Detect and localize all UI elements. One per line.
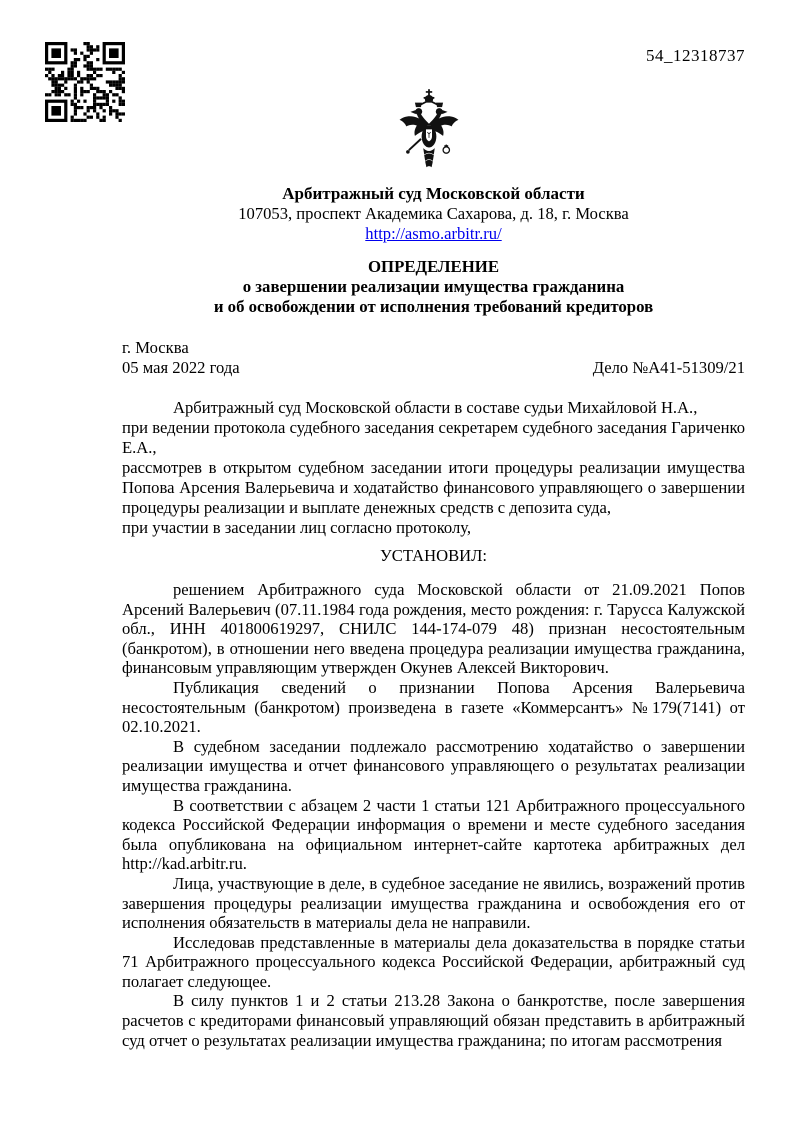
body-paragraph: В соответствии с абзацем 2 части 1 статьи 121 Арбитражного процессуального кодекса Российской Федерации информация о времени и месте судебного заседания была опубликована на официальном интернет-сайте картотека арбитражных дел http://kad.arbitr.ru. (122, 795, 745, 874)
place-city: г. Москва (122, 338, 189, 357)
court-website-link[interactable]: http://asmo.arbitr.ru/ (365, 224, 502, 243)
body-paragraph: решением Арбитражного суда Московской области от 21.09.2021 Попов Арсений Валерьевич (07.11.1984 года рождения, место рождения: г. Тарусса Калужской обл., ИНН 401800619297, СНИЛС 144-174-079 48) признан несостоятельным (банкротом), в отношении него введена процедура реализации имущества гражданина, финансовым управляющим утвержден Окунев Алексей Викторович. (122, 580, 745, 678)
document-number: 54_12318737 (646, 46, 745, 65)
court-name: Арбитражный суд Московской области (282, 184, 585, 203)
coat-of-arms-icon (397, 88, 461, 180)
body-paragraph: Лица, участвующие в деле, в судебное заседание не явились, возражений против завершения процедуры реализации имущества гражданина и освобождения его от исполнения обязательств в материалы дела не направили. (122, 873, 745, 933)
preamble-paragraph: при участии в заседании лиц согласно протоколу, (122, 518, 472, 537)
hearing-date: 05 мая 2022 года (122, 358, 240, 377)
ruling-body (122, 580, 745, 1050)
case-info-block (122, 338, 745, 378)
body-paragraph: В судебном заседании подлежало рассмотрению ходатайство о завершении реализации имущества и отчет финансового управляющего о результатах реализации имущества гражданина. (122, 736, 745, 795)
qr-code (45, 42, 125, 122)
ruling-title-block (122, 257, 745, 317)
ruling-title: ОПРЕДЕЛЕНИЕ (367, 257, 500, 276)
preamble-paragraph: Арбитражный суд Московской области в составе судьи Михайловой Н.А., (173, 398, 698, 417)
preamble-paragraph: при ведении протокола судебного заседания секретарем судебного заседания Гариченко Е.А., (122, 418, 745, 457)
ruling-subtitle-2: и об освобождении от исполнения требований кредиторов (213, 297, 654, 316)
body-paragraph: Исследовав представленные в материалы дела доказательства в порядке статьи 71 Арбитражного процессуального кодекса Российской Федерации, арбитражный суд полагает следующее. (122, 932, 745, 991)
resolution-heading: УСТАНОВИЛ: (380, 546, 487, 565)
document-content (122, 184, 745, 1050)
body-paragraph: В силу пунктов 1 и 2 статьи 213.28 Закона о банкротстве, после завершения расчетов с кредиторами финансовый управляющий обязан представить в арбитражный суд отчет о результатах реализации имущества гражданина; по итогам рассмотрения (122, 991, 745, 1050)
body-paragraph: Публикация сведений о признании Попова Арсения Валерьевича несостоятельным (банкротом) произведена в газете «Коммерсантъ» №179(7141) от 02.10.2021. (122, 677, 745, 737)
ruling-subtitle-1: о завершении реализации имущества гражданина (242, 277, 625, 296)
preamble (122, 398, 745, 538)
case-number: Дело №А41-51309/21 (592, 358, 745, 377)
court-address: 107053, проспект Академика Сахарова, д. 18, г. Москва (238, 204, 629, 223)
preamble-paragraph: рассмотрев в открытом судебном заседании итоги процедуры реализации имущества Попова Арсения Валерьевича и ходатайство финансового управляющего о завершении процедуры реализации и выплате денежных средств с депозита суда, (122, 458, 745, 517)
